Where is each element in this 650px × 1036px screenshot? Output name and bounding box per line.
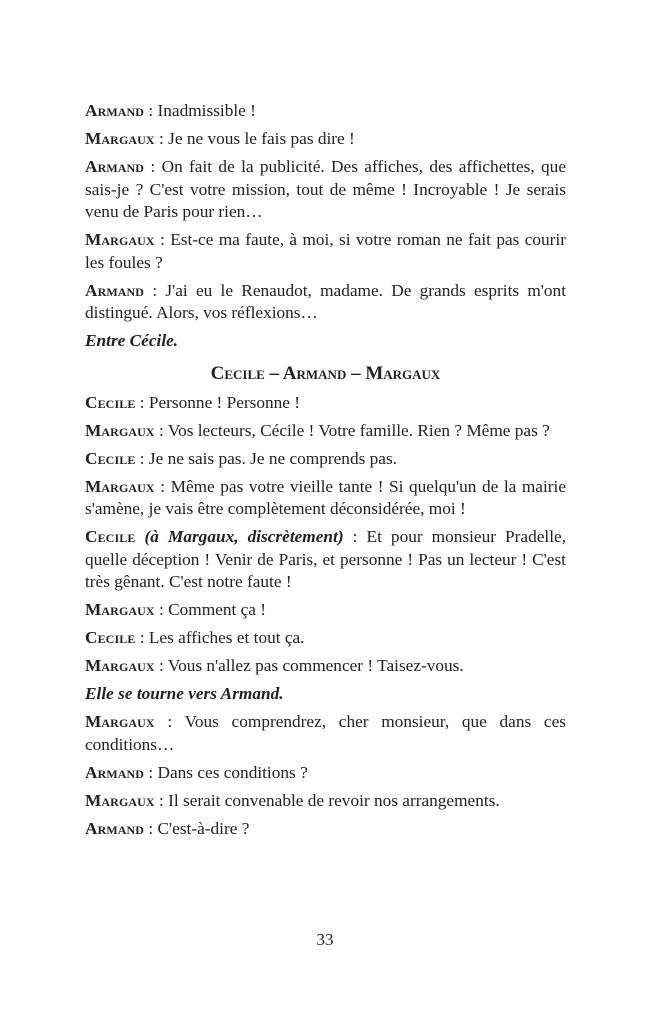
dialogue-line (85, 762, 566, 785)
dialogue-line (85, 599, 566, 622)
speaker-name: Cecile (85, 628, 136, 647)
dialogue-text: : Il serait convenable de revoir nos arrangements. (154, 790, 500, 810)
speaker-name: Cecile (85, 527, 136, 546)
speaker-name: Armand (85, 157, 145, 176)
speaker-name: Margaux (85, 656, 155, 675)
dialogue-text: : C'est-à-dire ? (144, 818, 250, 838)
dialogue-line (85, 790, 566, 813)
dialogue-text: : Je ne vous le fais pas dire ! (154, 129, 355, 148)
dialogue-line (85, 711, 566, 756)
dialogue-line (85, 526, 566, 594)
dialogue-text: : Les affiches et tout ça. (135, 628, 305, 647)
dialogue-text: : Et pour monsieur Pradelle, quelle déception ! Venir de Paris, et personne ! Pas un lecteur ! C'est très gênant. C'est notre faute ! (85, 527, 566, 591)
dialogue-line (85, 818, 566, 841)
speaker-name: Armand (85, 101, 145, 120)
stage-direction: Elle se tourne vers Armand. (85, 684, 284, 703)
speaker-name: Cecile (85, 448, 136, 468)
speaker-name: Armand (85, 762, 145, 782)
dialogue-text: : J'ai eu le Renaudot, madame. De grands esprits m'ont distingué. Alors, vos réflexions… (85, 280, 566, 322)
dialogue-line (85, 128, 566, 151)
speaker-name: Cecile (85, 392, 136, 412)
speaker-name: Margaux (85, 420, 155, 440)
dialogue-line (85, 229, 566, 274)
dialogue-text: : Est-ce ma faute, à moi, si votre roman ne fait pas courir les foules ? (85, 230, 566, 272)
speaker-name: Armand (85, 818, 145, 838)
dialogue-text: : Vos lecteurs, Cécile ! Votre famille. Rien ? Même pas ? (154, 420, 550, 440)
dialogue-text: : Personne ! Personne ! (135, 392, 301, 412)
dialogue-text: : On fait de la publicité. Des affiches, des affichettes, que sais-je ? C'est votre mission, tout de même ! Incroyable ! Je serais venu de Paris pour rien… (85, 157, 566, 221)
dialogue-line (85, 280, 566, 325)
inline-stage-direction: (à Margaux, discrètement) (135, 527, 344, 546)
dialogue-line (85, 392, 566, 415)
speaker-name: Margaux (85, 230, 155, 249)
scene-heading: Cecile – Armand – Margaux (210, 362, 441, 384)
page-number: 33 (316, 930, 334, 949)
stage-direction: Entre Cécile. (85, 331, 179, 350)
dialogue-line (85, 156, 566, 224)
speaker-name: Margaux (85, 129, 155, 148)
dialogue-text: : Vous n'allez pas commencer ! Taisez-vous. (154, 656, 464, 675)
dialogue-line (85, 420, 566, 443)
dialogue-line (85, 627, 566, 650)
dialogue-line (85, 448, 566, 471)
dialogue-text: : Inadmissible ! (144, 101, 256, 120)
dialogue-text: : Comment ça ! (154, 600, 267, 619)
dialogue-line (85, 100, 566, 123)
speaker-name: Armand (85, 280, 145, 300)
dialogue-text: : Dans ces conditions ? (144, 762, 308, 782)
speaker-name: Margaux (85, 712, 155, 731)
dialogue-line (85, 655, 566, 678)
dialogue-text: : Vous comprendrez, cher monsieur, que dans ces conditions… (85, 712, 566, 754)
dialogue-text: : Je ne sais pas. Je ne comprends pas. (135, 448, 397, 468)
speaker-name: Margaux (85, 600, 155, 619)
speaker-name: Margaux (85, 790, 155, 810)
dialogue-text: : Même pas votre vieille tante ! Si quelqu'un de la mairie s'amène, je vais être complètement déconsidérée, moi ! (85, 476, 566, 518)
speaker-name: Margaux (85, 476, 155, 496)
play-text (85, 100, 566, 846)
dialogue-line (85, 476, 566, 521)
